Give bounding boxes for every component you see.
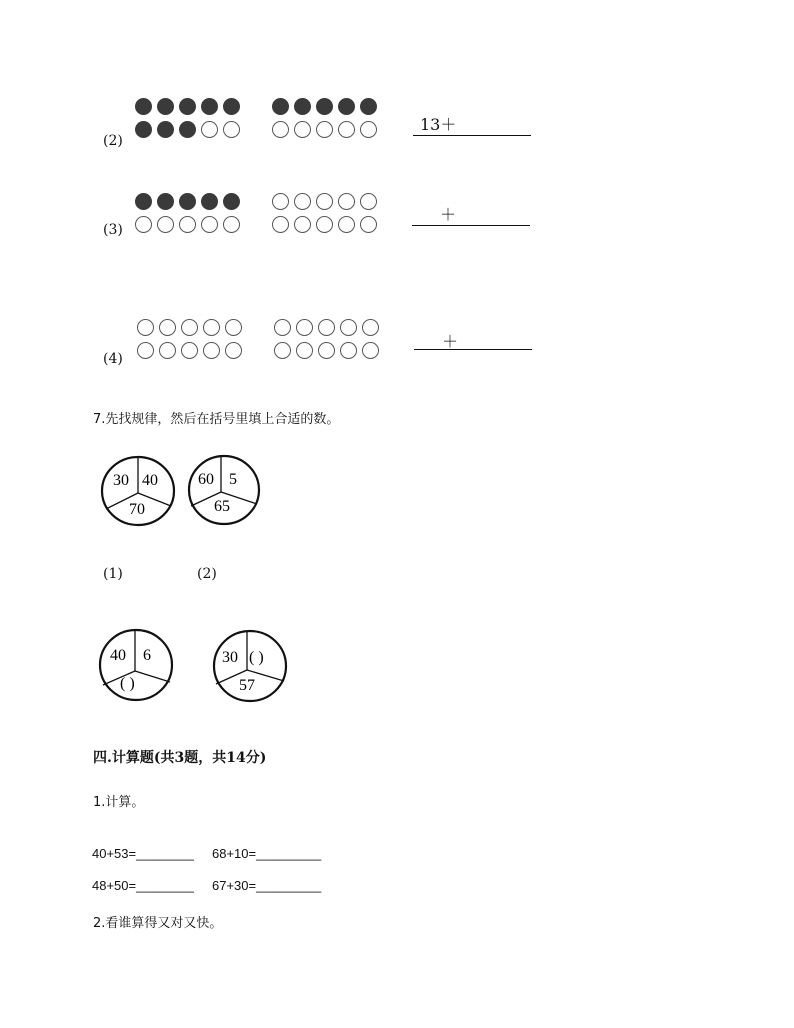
empty-dot — [294, 193, 311, 210]
empty-dot — [203, 342, 220, 359]
example-wheel-2 — [187, 454, 263, 526]
empty-dot — [181, 319, 198, 336]
calc-row-2-left[interactable]: 48+50=________ — [92, 878, 194, 893]
problem-label-2: (2) — [103, 133, 123, 149]
empty-dot — [274, 342, 291, 359]
answer-expression-3: ＋ — [440, 205, 457, 224]
filled-dot — [201, 98, 218, 115]
wheel-2-c: 65 — [214, 498, 230, 515]
filled-dot — [157, 121, 174, 138]
filled-dot — [135, 98, 152, 115]
empty-dot — [274, 319, 291, 336]
wheel-1-b: 40 — [142, 472, 158, 489]
wheel-1-c: 70 — [129, 501, 145, 518]
answer-expression-4: ＋ — [442, 332, 459, 351]
wheel-2-a: 60 — [198, 471, 214, 488]
empty-dot — [223, 216, 240, 233]
filled-dot — [201, 193, 218, 210]
empty-dot — [179, 216, 196, 233]
calc-row-2-right[interactable]: 67+30=_________ — [212, 878, 322, 893]
filled-dot — [135, 193, 152, 210]
empty-dot — [316, 121, 333, 138]
filled-dot — [223, 98, 240, 115]
empty-dot — [340, 342, 357, 359]
task-2-a: 30 — [222, 649, 238, 666]
filled-dot — [135, 121, 152, 138]
empty-dot — [318, 342, 335, 359]
answer-line-4[interactable] — [414, 349, 532, 350]
empty-dot — [296, 319, 313, 336]
answer-line-3[interactable] — [412, 225, 530, 226]
empty-dot — [272, 193, 289, 210]
filled-dot — [294, 98, 311, 115]
filled-dot — [157, 193, 174, 210]
empty-dot — [362, 319, 379, 336]
filled-dot — [338, 98, 355, 115]
empty-dot — [294, 216, 311, 233]
problem-label-3: (3) — [103, 222, 123, 238]
example-wheel-1 — [100, 455, 178, 527]
wheel-2-b: 5 — [229, 471, 237, 488]
problem-label-4: (4) — [103, 351, 123, 367]
filled-dot — [223, 193, 240, 210]
empty-dot — [296, 342, 313, 359]
task-1-blank[interactable]: ( ) — [120, 675, 135, 692]
empty-dot — [137, 342, 154, 359]
empty-dot — [272, 121, 289, 138]
answer-line-2[interactable] — [413, 135, 531, 136]
calc-row-1-left[interactable]: 40+53=________ — [92, 846, 194, 861]
filled-dot — [360, 98, 377, 115]
filled-dot — [316, 98, 333, 115]
empty-dot — [360, 121, 377, 138]
filled-dot — [272, 98, 289, 115]
section-4-heading: 四.计算题(共3题，共14分) — [93, 750, 267, 766]
empty-dot — [203, 319, 220, 336]
question-2-title: 2.看谁算得又对又快。 — [93, 916, 223, 931]
empty-dot — [316, 216, 333, 233]
task-1-a: 40 — [110, 647, 126, 664]
task-2-c: 57 — [239, 677, 255, 694]
empty-dot — [316, 193, 333, 210]
empty-dot — [137, 319, 154, 336]
filled-dot — [179, 121, 196, 138]
empty-dot — [318, 319, 335, 336]
calc-row-1-right[interactable]: 68+10=_________ — [212, 846, 322, 861]
task-1-b: 6 — [143, 647, 151, 664]
sublabel-1: (1) — [103, 566, 123, 582]
empty-dot — [294, 121, 311, 138]
empty-dot — [272, 216, 289, 233]
filled-dot — [179, 193, 196, 210]
empty-dot — [360, 193, 377, 210]
empty-dot — [201, 216, 218, 233]
empty-dot — [159, 319, 176, 336]
empty-dot — [338, 193, 355, 210]
empty-dot — [201, 121, 218, 138]
question-7-title: 7.先找规律，然后在括号里填上合适的数。 — [93, 412, 340, 427]
empty-dot — [181, 342, 198, 359]
task-2-blank[interactable]: ( ) — [249, 649, 264, 666]
empty-dot — [157, 216, 174, 233]
task-wheel-1 — [98, 628, 176, 702]
answer-expression-2: 13＋ — [420, 115, 457, 134]
wheel-1-a: 30 — [113, 472, 129, 489]
empty-dot — [338, 121, 355, 138]
empty-dot — [338, 216, 355, 233]
empty-dot — [340, 319, 357, 336]
empty-dot — [223, 121, 240, 138]
filled-dot — [179, 98, 196, 115]
empty-dot — [225, 319, 242, 336]
question-1-title: 1.计算。 — [93, 795, 145, 810]
task-wheel-2 — [212, 629, 290, 703]
empty-dot — [362, 342, 379, 359]
empty-dot — [159, 342, 176, 359]
empty-dot — [360, 216, 377, 233]
empty-dot — [135, 216, 152, 233]
filled-dot — [157, 98, 174, 115]
sublabel-2: (2) — [197, 566, 217, 582]
empty-dot — [225, 342, 242, 359]
